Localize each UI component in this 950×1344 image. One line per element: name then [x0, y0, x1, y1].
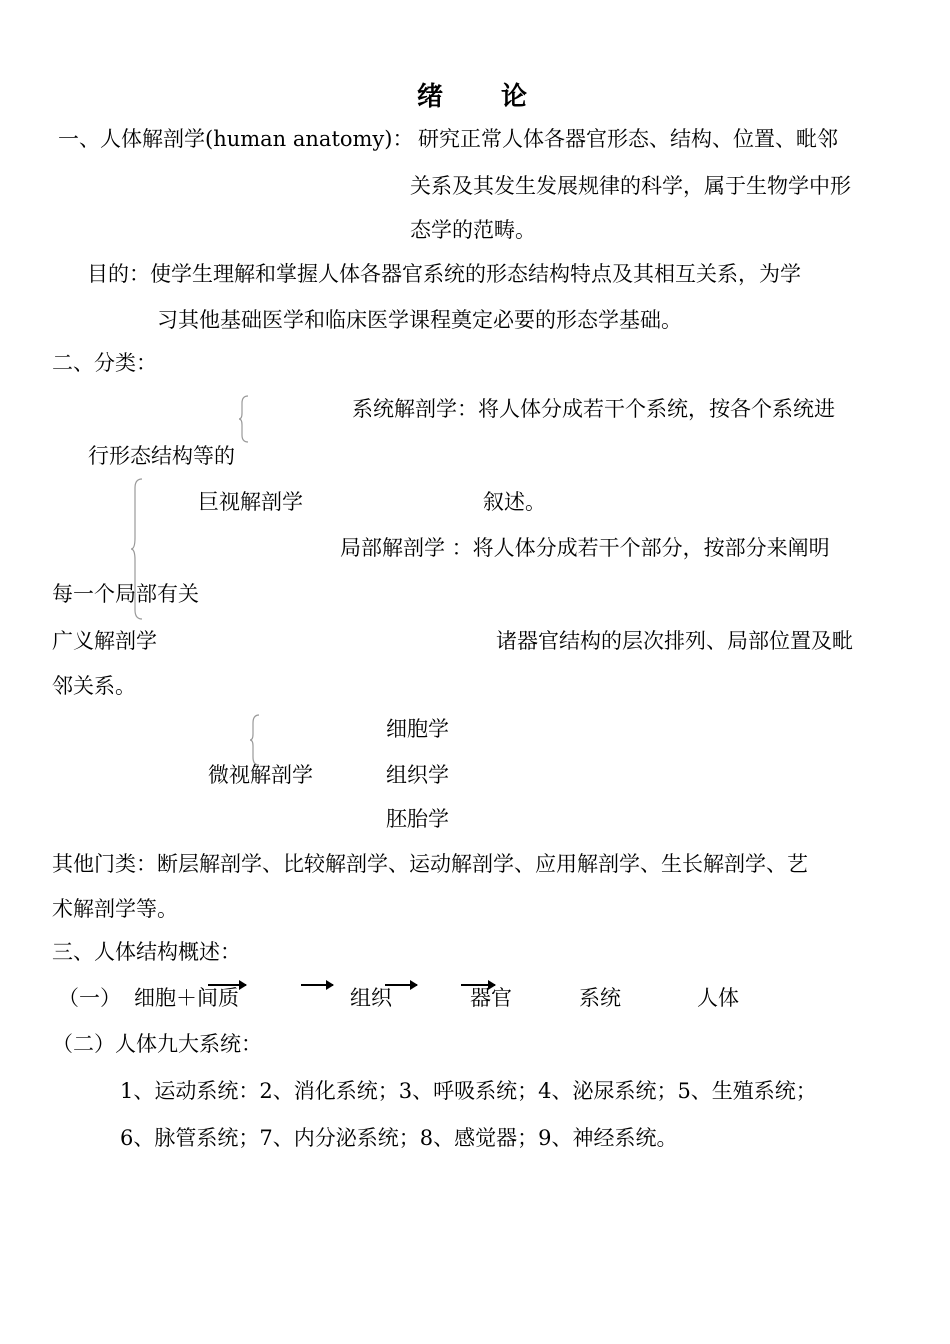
definition-line-3: 态学的范畴。 — [410, 218, 536, 242]
document-title: 绪 论 — [417, 82, 530, 112]
brace-gross-icon — [238, 395, 250, 443]
nine-systems-line-2: 6、脉管系统；7、内分泌系统；8、感觉器；9、神经系统。 — [120, 1126, 678, 1150]
broad-anatomy: 广义解剖学 — [52, 629, 157, 653]
cytology: 细胞学 — [386, 717, 449, 741]
purpose-line-2: 习其他基础医学和临床医学课程奠定必要的形态学基础。 — [157, 308, 682, 332]
histology: 组织学 — [386, 763, 449, 787]
other-categories-line-2: 术解剖学等。 — [52, 897, 178, 921]
chain-tissue: 组织 — [350, 986, 392, 1010]
regional-anatomy-line-4: 邻关系。 — [52, 674, 136, 698]
chain-cell-matrix: 细胞＋间质 — [134, 986, 239, 1010]
arrow-icon — [301, 984, 333, 986]
sub2-heading: （二）人体九大系统： — [52, 1032, 262, 1056]
other-categories-line-1: 其他门类：断层解剖学、比较解剖学、运动解剖学、应用解剖学、生长解剖学、艺 — [52, 852, 808, 876]
chain-system: 系统 — [579, 986, 621, 1010]
systematic-anatomy-line-2: 行形态结构等的 — [88, 444, 235, 468]
definition-line-2: 关系及其发生发展规律的科学，属于生物学中形 — [410, 174, 851, 198]
section2-heading: 二、分类： — [52, 351, 157, 375]
gross-anatomy: 巨视解剖学 — [198, 490, 303, 514]
brace-micro-icon — [249, 714, 261, 766]
nine-systems-line-1: 1、运动系统：2、消化系统；3、呼吸系统；4、泌尿系统；5、生殖系统； — [120, 1079, 817, 1103]
regional-anatomy-line-3: 诸器官结构的层次排列、局部位置及毗 — [496, 629, 853, 653]
microscopic-anatomy: 微视解剖学 — [208, 763, 313, 787]
chain-organ: 器官 — [470, 986, 512, 1010]
section1-heading: 一、人体解剖学(human anatomy)： — [58, 127, 414, 151]
narrate-text: 叙述。 — [483, 490, 546, 514]
systematic-anatomy-line-1: 系统解剖学：将人体分成若干个系统，按各个系统进 — [352, 397, 835, 421]
sub1-label: （一） — [58, 986, 121, 1010]
embryology: 胚胎学 — [386, 807, 449, 831]
section3-heading: 三、人体结构概述： — [52, 940, 241, 964]
definition-line-1: 研究正常人体各器官形态、结构、位置、毗邻 — [418, 127, 838, 151]
purpose-line-1: 目的：使学生理解和掌握人体各器官系统的形态结构特点及其相互关系，为学 — [87, 262, 801, 286]
arrow-icon — [208, 984, 246, 986]
chain-human-body: 人体 — [697, 986, 739, 1010]
arrow-icon — [385, 984, 417, 986]
arrow-icon — [461, 984, 495, 986]
regional-anatomy-line-1: 局部解剖学 ：将人体分成若干个部分，按部分来阐明 — [340, 536, 830, 560]
regional-anatomy-line-2: 每一个局部有关 — [52, 582, 199, 606]
